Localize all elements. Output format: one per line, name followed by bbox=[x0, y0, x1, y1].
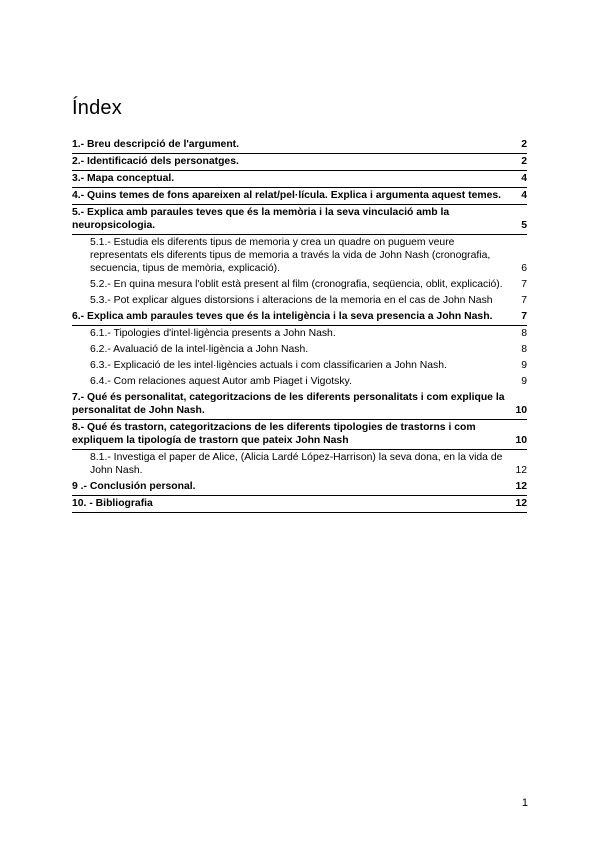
toc-subentry[interactable] bbox=[72, 358, 527, 374]
toc-entry[interactable] bbox=[72, 420, 527, 450]
toc-entry-page: 10 bbox=[515, 405, 527, 416]
toc-subentry[interactable] bbox=[72, 235, 527, 277]
toc-subentry[interactable] bbox=[72, 342, 527, 358]
toc-entry-page: 9 bbox=[521, 360, 527, 371]
toc-entry-text: 8.- Qué és trastorn, categoritzacions de les diferents tipologies de trastorns i com expliquem la tipología de trastorn que pateix John Nash bbox=[72, 422, 476, 446]
toc-entry-text: 6.3.- Explicació de les intel·ligències actuals i com classificarien a John Nash. bbox=[90, 360, 447, 371]
toc-entry-page: 6 bbox=[521, 263, 527, 274]
toc-entry[interactable] bbox=[72, 137, 527, 154]
toc-entry-text: 4.- Quins temes de fons apareixen al relat/pel·lícula. Explica i argumenta aquest temes. bbox=[72, 190, 502, 201]
page-number: 1 bbox=[521, 797, 528, 809]
toc-entry-text: 10. - Bibliografia bbox=[72, 498, 153, 509]
toc-entry-text: 6.4.- Com relaciones aquest Autor amb Piaget i Vigotsky. bbox=[90, 376, 352, 387]
toc-entry-page: 4 bbox=[521, 190, 527, 201]
toc-entry-page: 8 bbox=[521, 328, 527, 339]
toc-entry[interactable] bbox=[72, 496, 527, 513]
page-title: Índex bbox=[72, 97, 122, 119]
toc-entry[interactable] bbox=[72, 171, 527, 188]
toc-entry-page: 12 bbox=[515, 498, 527, 509]
toc-entry-page: 7 bbox=[521, 311, 527, 322]
toc-entry-page: 2 bbox=[521, 156, 527, 167]
toc-subentry[interactable] bbox=[72, 374, 527, 390]
toc-entry-text: 5.3.- Pot explicar algues distorsions i alteracions de la memoria en el cas de John Nash bbox=[90, 295, 493, 306]
toc-entry[interactable] bbox=[72, 479, 527, 496]
toc-entry[interactable] bbox=[72, 390, 527, 420]
toc-entry-page: 10 bbox=[515, 435, 527, 446]
toc-subentry[interactable] bbox=[72, 326, 527, 342]
table-of-contents bbox=[72, 137, 527, 513]
toc-entry-text: 1.- Breu descripció de l'argument. bbox=[72, 139, 240, 150]
toc-entry-page: 12 bbox=[515, 481, 527, 492]
toc-entry-page: 2 bbox=[521, 139, 527, 150]
toc-subentry[interactable] bbox=[72, 450, 527, 479]
toc-entry-page: 4 bbox=[521, 173, 527, 184]
toc-entry-text: 9 .- Conclusión personal. bbox=[72, 481, 196, 492]
toc-entry-text: 3.- Mapa conceptual. bbox=[72, 173, 175, 184]
toc-entry-text: 6.2.- Avaluació de la intel·ligència a John Nash. bbox=[90, 344, 309, 355]
toc-entry-page: 8 bbox=[521, 344, 527, 355]
toc-entry[interactable] bbox=[72, 188, 527, 205]
toc-entry[interactable] bbox=[72, 205, 527, 235]
toc-entry-page: 7 bbox=[521, 295, 527, 306]
toc-entry-text: 5.1.- Estudia els diferents tipus de memoria y crea un quadre on puguem veure representats els diferents tipus de memoria a través la vida de John Nash (cronografia, secuencia, tipus de memòria, explicació). bbox=[90, 237, 491, 274]
toc-entry-text: 2.- Identificació dels personatges. bbox=[72, 156, 239, 167]
toc-entry-text: 5.2.- En quina mesura l'oblit està present al film (cronografia, seqüencia, oblit, explicació). bbox=[90, 279, 503, 290]
toc-entry-page: 5 bbox=[521, 220, 527, 231]
toc-entry[interactable] bbox=[72, 309, 527, 326]
toc-entry-text: 6.1.- Tipologies d'intel·ligència presents a John Nash. bbox=[90, 328, 336, 339]
toc-entry-page: 12 bbox=[515, 465, 527, 476]
toc-entry-text: 7.- Qué és personalitat, categoritzacions de les diferents personalitats i com explique la personalitat de John Nash. bbox=[72, 392, 505, 416]
toc-entry-text: 6.- Explica amb paraules teves que és la inteligència i la seva presencia a John Nash. bbox=[72, 311, 493, 322]
toc-entry-page: 7 bbox=[521, 279, 527, 290]
toc-entry[interactable] bbox=[72, 154, 527, 171]
toc-entry-text: 8.1.- Investiga el paper de Alice, (Alicia Lardé López-Harrison) la seva dona, en la vida de John Nash. bbox=[90, 452, 503, 476]
toc-entry-page: 9 bbox=[521, 376, 527, 387]
toc-subentry[interactable] bbox=[72, 293, 527, 309]
toc-entry-text: 5.- Explica amb paraules teves que és la memòria i la seva vinculació amb la neuropsicologia. bbox=[72, 207, 450, 231]
toc-subentry[interactable] bbox=[72, 277, 527, 293]
